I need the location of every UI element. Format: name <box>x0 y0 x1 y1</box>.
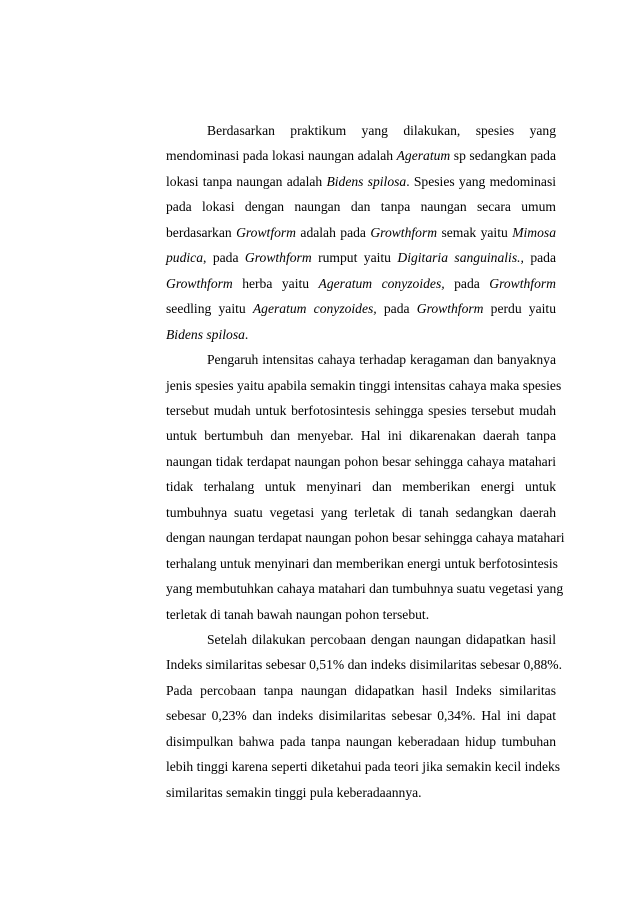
text-run: terletak di tanah bawah naungan pohon tersebut. <box>166 606 430 622</box>
italic-text: Growthform <box>244 250 312 266</box>
text-line <box>166 783 422 803</box>
text-run: tumbuhnya suatu vegetasi yang terletak di tanah sedangkan daerah <box>166 504 556 520</box>
text-run: naungan tidak terdapat naungan pohon besar sehingga cahaya matahari <box>166 453 556 469</box>
text-run: adalah pada <box>296 224 371 240</box>
text-line <box>166 757 561 777</box>
text-line <box>166 528 565 548</box>
italic-text: Digitaria sanguinalis., <box>397 250 524 266</box>
text-line <box>207 350 556 370</box>
text-line <box>166 681 556 701</box>
text-run: yang membutuhkan cahaya matahari dan tumbuhnya suatu vegetasi yang <box>166 581 564 597</box>
text-run: Setelah dilakukan percobaan dengan naungan didapatkan hasil <box>207 632 556 647</box>
text-line <box>166 732 556 752</box>
italic-text: Growtform <box>236 224 297 240</box>
text-run: Indeks similaritas sebesar 0,51% dan indeks disimilaritas sebesar 0,88%. <box>166 657 563 673</box>
text-line <box>166 401 556 421</box>
text-line <box>166 655 563 675</box>
text-line <box>166 426 556 446</box>
italic-text: Growthform <box>370 224 438 240</box>
text-run: disimpulkan bahwa pada tanpa naungan keberadaan hidup tumbuhan <box>166 733 556 749</box>
italic-text: Ageratum <box>396 148 451 164</box>
text-run: terhalang untuk menyinari dan memberikan energi untuk berfotosintesis <box>166 555 558 571</box>
italic-text: Mimosa <box>512 224 556 240</box>
text-run: herba yaitu <box>232 275 319 291</box>
text-run: seedling yaitu <box>166 301 253 317</box>
text-run: tidak terhalang untuk menyinari dan memberikan energi untuk <box>166 479 556 495</box>
italic-text: pudica <box>166 250 203 266</box>
text-line <box>207 630 556 650</box>
text-run: sp sedangkan pada <box>450 148 556 164</box>
text-run: dengan naungan terdapat naungan pohon besar sehingga cahaya matahari <box>166 530 565 546</box>
text-run: perdu yaitu <box>483 301 556 317</box>
text-run: sebesar 0,23% dan indeks disimilaritas sebesar 0,34%. Hal ini dapat <box>166 708 556 724</box>
text-line <box>166 299 556 319</box>
text-run: untuk bertumbuh dan menyebar. Hal ini dikarenakan daerah tanpa <box>166 428 556 444</box>
text-run: Pada percobaan tanpa naungan didapatkan hasil Indeks similaritas <box>166 682 556 698</box>
text-run: jenis spesies yaitu apabila semakin tinggi intensitas cahaya maka spesies <box>166 377 562 393</box>
text-line <box>166 274 556 294</box>
italic-text: Growthform <box>166 275 233 291</box>
text-run: , pada <box>203 250 245 266</box>
italic-text: Ageratum conyzoides, <box>252 301 377 317</box>
text-run: . Spesies yang medominasi <box>406 173 557 189</box>
text-line <box>166 223 556 243</box>
text-line <box>166 376 562 396</box>
italic-text: Bidens spilosa <box>166 326 245 342</box>
text-line <box>166 706 556 726</box>
text-line <box>166 503 556 523</box>
text-line <box>166 605 429 625</box>
text-run: Berdasarkan praktikum yang dilakukan, spesies yang <box>207 123 556 138</box>
text-line <box>166 477 556 497</box>
text-run: pada <box>444 275 490 291</box>
italic-text: Growthform <box>489 275 556 291</box>
text-line <box>166 172 556 192</box>
text-line <box>166 452 556 472</box>
text-run: mendominasi pada lokasi naungan adalah <box>166 148 397 164</box>
text-line <box>166 554 556 574</box>
text-run: . <box>244 326 249 342</box>
text-line <box>166 197 556 217</box>
text-run: lebih tinggi karena seperti diketahui pada teori jika semakin kecil indeks <box>166 759 561 775</box>
text-run: semak yaitu <box>437 224 513 240</box>
text-run: berdasarkan <box>166 224 237 240</box>
text-run: pada lokasi dengan naungan dan tanpa naungan secara umum <box>166 199 556 215</box>
text-run: rumput yaitu <box>311 250 398 266</box>
text-run: similaritas semakin tinggi pula keberadaannya. <box>166 784 422 800</box>
text-run: lokasi tanpa naungan adalah <box>166 173 327 189</box>
text-run: Pengaruh intensitas cahaya terhadap keragaman dan banyaknya <box>207 352 556 368</box>
text-line <box>166 248 556 268</box>
text-run: tersebut mudah untuk berfotosintesis sehingga spesies tersebut mudah <box>166 402 556 418</box>
text-line <box>166 579 564 599</box>
text-line <box>166 325 248 345</box>
text-run: pada <box>523 250 557 266</box>
text-run: pada <box>376 301 417 317</box>
italic-text: Bidens spilosa <box>326 173 407 189</box>
text-line <box>166 146 556 166</box>
italic-text: Ageratum conyzoides, <box>318 275 445 291</box>
italic-text: Growthform <box>416 301 484 317</box>
text-line <box>207 121 556 141</box>
